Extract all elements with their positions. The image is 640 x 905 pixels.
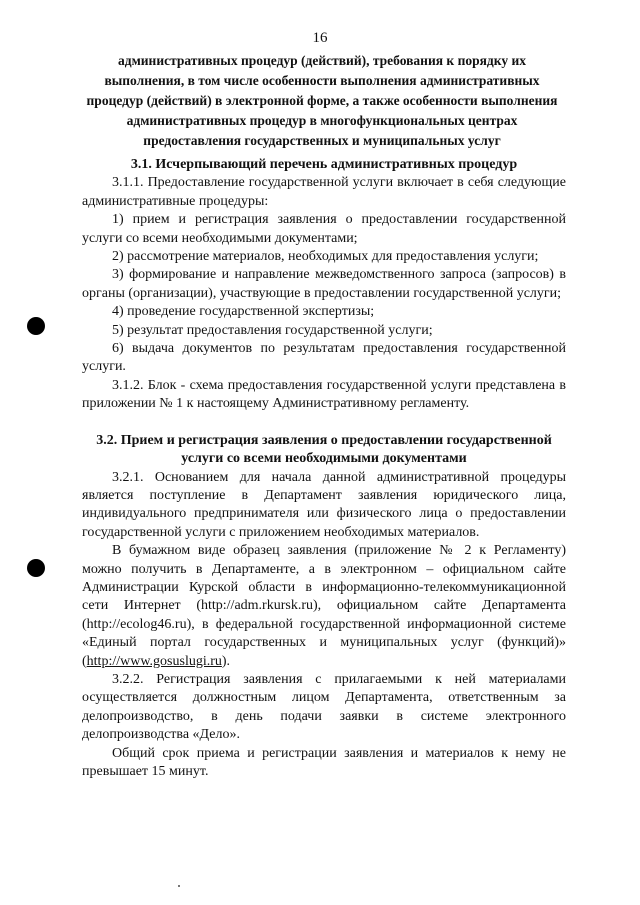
- paragraph-3-1-1: 3.1.1. Предоставление государственной услуги включает в себя следующие административные процедуры:: [82, 175, 566, 209]
- list-item: 1) прием и регистрация заявления о предоставлении государственной услуги со всеми необходимыми документами;: [82, 212, 566, 246]
- scan-speck: [178, 885, 180, 887]
- section-3-1-title: 3.1. Исчерпывающий перечень административных процедур: [130, 157, 518, 172]
- paragraph-paper-form-end: ).: [221, 653, 231, 669]
- paragraph-paper-form-text: В бумажном виде образец заявления (приложение № 2 к Регламенту) можно получить в Департаменте, а в электронном – официальном сайте Администрации Курской области в информационно-телекоммуникационной сети Интернет (http://adm.rkursk.ru), официальном сайте Департамента (http://ecolog46.ru), в федеральной государственной информационной системе «Единый портал государственных и муниципальных услуг (функций)» (: [82, 543, 566, 669]
- list-item: 4) проведение государственной экспертизы;: [112, 304, 375, 320]
- paragraph-total-time: Общий срок приема и регистрации заявления и материалов к нему не превышает 15 минут.: [82, 745, 566, 779]
- punch-hole-bottom: [27, 559, 45, 577]
- gosuslugi-link[interactable]: http://www.gosuslugi.ru: [86, 653, 222, 669]
- document-body: [82, 156, 566, 781]
- paragraph-paper-form: [82, 542, 566, 671]
- paragraph-3-2-1: 3.2.1. Основанием для начала данной административной процедуры является поступление в Департамент заявления юридического лица, индивидуального предпринимателя или физического лица о предоставлении государственной услуги с приложением необходимых материалов.: [82, 469, 566, 540]
- paragraph-3-2-2: 3.2.2. Регистрация заявления с прилагаемыми к ней материалами осуществляется должностным лицом Департамента, ответственным за делопроизводство, в день подачи заявки в системе электронного делопроизводства «Дело».: [82, 671, 566, 743]
- punch-hole-top: [27, 317, 45, 335]
- page-number: 16: [312, 30, 328, 46]
- section-3-2-title: 3.2. Прием и регистрация заявления о предоставлении государственной услуги со всеми необходимыми документами: [96, 432, 552, 467]
- list-item: 2) рассмотрение материалов, необходимых для предоставления услуги;: [112, 249, 539, 265]
- list-item: 3) формирование и направление межведомственного запроса (запросов) в органы (организации), участвующие в предоставлении государственной услуги;: [82, 267, 566, 301]
- chapter-heading: административных процедур (действий), требования к порядку их выполнения, в том числе особенности выполнения административных процедур (действий) в электронной форме, а также особенности выполнения административных процедур в многофункциональных центрах предоставления государственных и муниципальных услуг: [86, 53, 558, 148]
- paragraph-3-1-2: 3.1.2. Блок - схема предоставления государственной услуги представлена в приложении № 1 к настоящему Административному регламенту.: [82, 377, 566, 412]
- list-item: 5) результат предоставления государственной услуги;: [112, 322, 433, 338]
- list-item: 6) выдача документов по результатам предоставления государственной услуги.: [82, 341, 566, 375]
